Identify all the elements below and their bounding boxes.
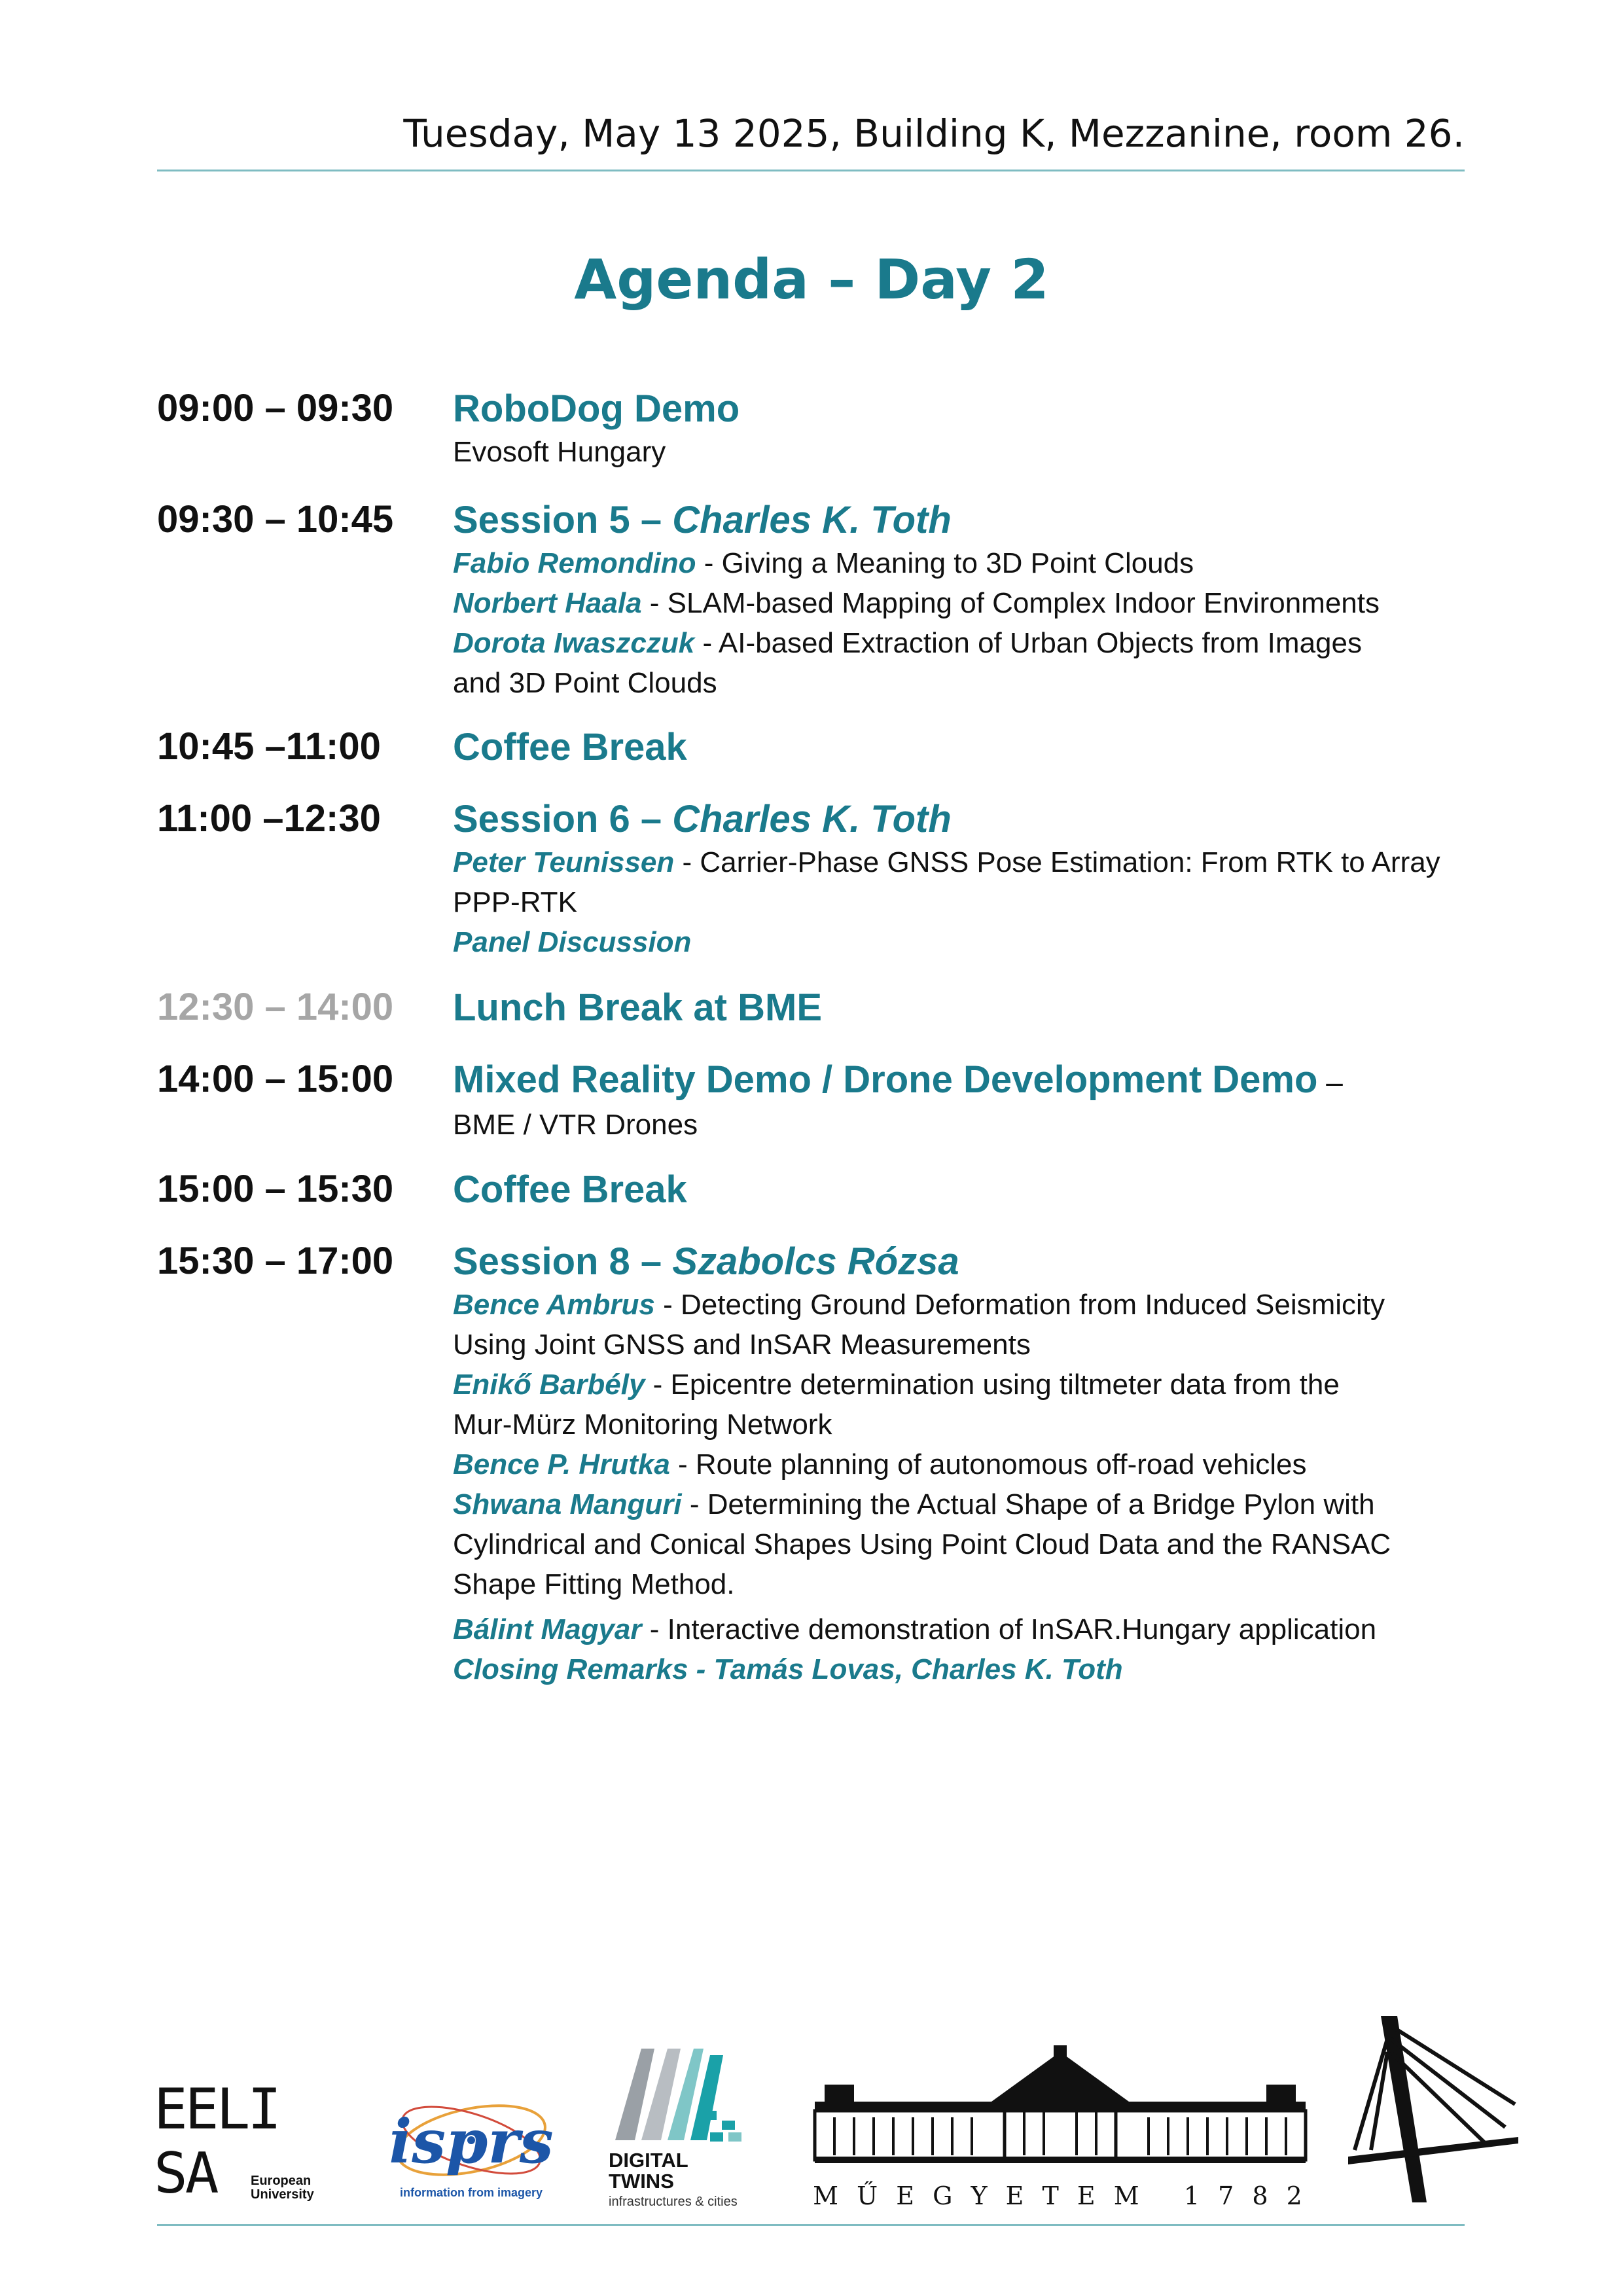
talk-title: - Route planning of autonomous off-road vehicles [669, 1448, 1307, 1480]
agenda-time: 14:00 – 15:00 [157, 1058, 394, 1100]
talk [453, 583, 1448, 623]
speaker-name: Bence Ambrus [453, 1289, 655, 1321]
demo-title: Mixed Reality Demo / Drone Development Demo [453, 1058, 1318, 1101]
digital-twins-line2: TWINS [609, 2170, 674, 2193]
agenda-content [453, 497, 1448, 703]
isprs-logo [386, 2088, 556, 2212]
talk [453, 842, 1448, 882]
speaker-name: Peter Teunissen [453, 846, 675, 878]
talk [453, 1484, 1448, 1524]
agenda-item-title: Coffee Break [453, 1168, 687, 1211]
agenda-content [453, 1239, 1448, 1689]
talk [453, 1609, 1448, 1649]
agenda-item-title [453, 1057, 1448, 1105]
eelisa-caption [251, 2174, 314, 2202]
agenda-item-title [453, 1239, 1448, 1285]
talk-title: - Giving a Meaning to 3D Point Clouds [696, 547, 1194, 579]
agenda-time: 15:30 – 17:00 [157, 1240, 394, 1282]
isprs-wordmark: isprs [389, 2106, 554, 2177]
agenda-time: 15:00 – 15:30 [157, 1168, 394, 1210]
talk-title: - Epicentre determination using tiltmeter data from the [645, 1369, 1340, 1401]
talk-title: - Detecting Ground Deformation from Induced Seismicity [654, 1289, 1385, 1321]
cable-bridge-icon [1335, 2013, 1525, 2215]
isprs-tagline: information from imagery [399, 2186, 543, 2199]
agenda-content [453, 985, 1448, 1031]
muegyetem-caption: M Ű E G Y E T E M 1 7 8 2 [813, 2181, 1308, 2210]
speaker-name: Shwana Manguri [453, 1488, 682, 1520]
session-chair: Szabolcs Rózsa [672, 1240, 959, 1283]
digital-twins-logo [605, 2036, 756, 2215]
talk-title: - Interactive demonstration of InSAR.Hungary application [641, 1613, 1377, 1645]
eelisa-letters-top: EELI [154, 2077, 279, 2142]
agenda-time: 10:45 –11:00 [157, 725, 381, 768]
session-label: Session 5 – [453, 499, 673, 541]
eelisa-caption-line: European [251, 2174, 312, 2188]
talk-title: - Determining the Actual Shape of a Bridge Pylon with [681, 1488, 1375, 1520]
bridge-logo [1335, 2013, 1525, 2215]
title-suffix: – [1317, 1065, 1343, 1099]
panel-discussion: Panel Discussion [453, 926, 692, 958]
header-date-location: Tuesday, May 13 2025, Building K, Mezzanine, room 26. [403, 111, 1465, 156]
talk-continuation: Cylindrical and Conical Shapes Using Point Cloud Data and the RANSAC [453, 1528, 1391, 1560]
agenda-time: 09:00 – 09:30 [157, 387, 394, 429]
agenda-line: BME / VTR Drones [453, 1109, 698, 1141]
talk-continuation: and 3D Point Clouds [453, 667, 717, 699]
digital-twins-mark-icon [605, 2036, 756, 2147]
digital-twins-tagline: infrastructures & cities [609, 2195, 738, 2209]
agenda-content [453, 725, 1448, 770]
logo-strip [0, 2003, 1623, 2212]
page-title: Agenda – Day 2 [574, 247, 1049, 312]
speaker-name: Bálint Magyar [453, 1613, 642, 1645]
closing-remarks: Closing Remarks - Tamás Lovas, Charles K. Toth [453, 1653, 1123, 1685]
talk-title: - Carrier-Phase GNSS Pose Estimation: From RTK to Array [674, 846, 1440, 878]
agenda-time: 12:30 – 14:00 [157, 986, 394, 1028]
talk-continuation: Using Joint GNSS and InSAR Measurements [453, 1329, 1031, 1361]
agenda-content [453, 386, 1448, 472]
agenda-item-title [453, 797, 1448, 842]
eelisa-caption-line: University [251, 2187, 314, 2202]
talk-continuation: PPP-RTK [453, 886, 577, 918]
talk [453, 543, 1448, 583]
talk-continuation: Mur-Mürz Monitoring Network [453, 1408, 832, 1441]
speaker-name: Bence P. Hrutka [453, 1448, 670, 1480]
university-building-icon [808, 2039, 1312, 2170]
agenda-item-title: Lunch Break at BME [453, 986, 822, 1029]
agenda-line: Evosoft Hungary [453, 436, 666, 468]
session-label: Session 8 – [453, 1240, 673, 1283]
agenda-content [453, 797, 1448, 962]
agenda-time: 09:30 – 10:45 [157, 498, 394, 541]
talk [453, 1444, 1448, 1484]
agenda-item-title: Coffee Break [453, 726, 687, 768]
talk [453, 623, 1448, 663]
talk [453, 1285, 1448, 1325]
agenda-content [453, 1057, 1448, 1145]
header-rule [157, 170, 1465, 171]
talk [453, 1365, 1448, 1405]
eelisa-logo [154, 2077, 350, 2212]
agenda-time: 11:00 –12:30 [157, 797, 381, 840]
talk-title: - AI-based Extraction of Urban Objects from Images [694, 627, 1362, 659]
muegyetem-logo [808, 2039, 1312, 2215]
eelisa-letters-bottom: SA [154, 2141, 217, 2206]
session-chair: Charles K. Toth [672, 499, 952, 541]
talk-title: - SLAM-based Mapping of Complex Indoor Environments [641, 587, 1380, 619]
session-label: Session 6 – [453, 798, 673, 840]
digital-twins-line1: DIGITAL [609, 2149, 688, 2172]
speaker-name: Dorota Iwaszczuk [453, 627, 695, 659]
agenda-content [453, 1167, 1448, 1213]
agenda-item-title: RoboDog Demo [453, 387, 740, 430]
talk-continuation: Shape Fitting Method. [453, 1568, 735, 1600]
speaker-name: Norbert Haala [453, 587, 642, 619]
speaker-name: Fabio Remondino [453, 547, 696, 579]
footer-rule [157, 2224, 1465, 2226]
session-chair: Charles K. Toth [672, 798, 952, 840]
speaker-name: Enikő Barbély [453, 1369, 645, 1401]
agenda-item-title [453, 497, 1448, 543]
